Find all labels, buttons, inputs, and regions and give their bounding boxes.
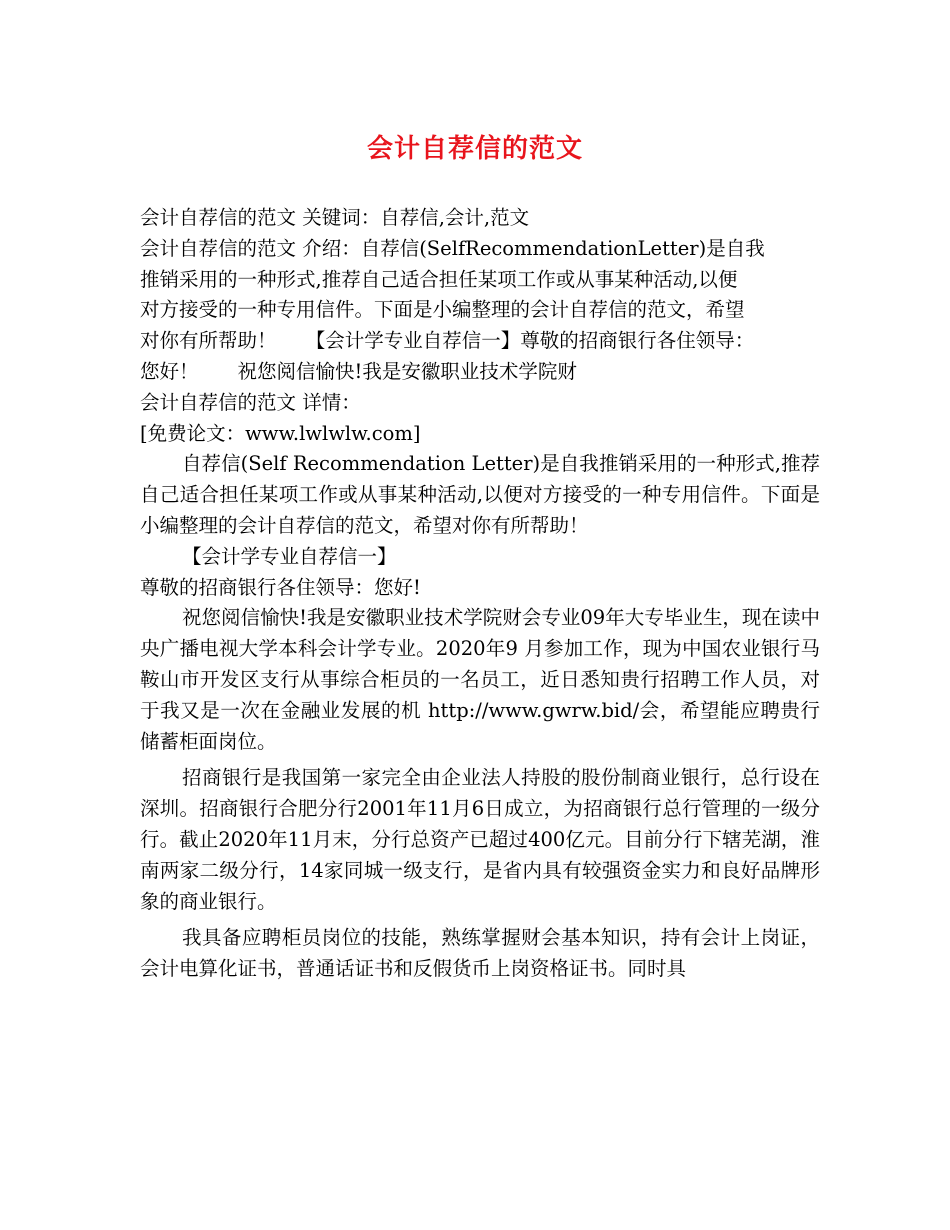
letter-heading: 【会计学专业自荐信一】 [182,544,397,568]
intro-line-1: 会计自荐信的范文 介绍：自荐信(SelfRecommendationLetter)是自我 [140,236,765,260]
document-title: 会计自荐信的范文 [366,134,583,164]
paragraph-background: 祝您阅信愉快!我是安徽职业技术学院财会专业09年大专毕业生，现在读中央广播电视大学本科会计学专业。2020年9 月参加工作，现为中国农业银行马鞍山市开发区支行从事综合柜员的一名员工，近日悉知贵行招聘工作人员，对于我又是一次在金融业发展的机 http://www.gwrw.bid/会，希望能应聘贵行储蓄柜面岗位。 [140,606,820,753]
paragraph-intro: 自荐信(Self Recommendation Letter)是自我推销采用的一种形式,推荐自己适合担任某项工作或从事某种活动,以便对方接受的一种专用信件。下面是小编整理的会计自荐信的范文，希望对你有所帮助！ [140,452,820,537]
intro-line-4: 对你有所帮助！ 【会计学专业自荐信一】尊敬的招商银行各住领导： [140,329,755,353]
details-line: 会计自荐信的范文 详情： [140,390,361,414]
paragraph-bank-profile: 招商银行是我国第一家完全由企业法人持股的股份制商业银行，总行设在深圳。招商银行合肥分行2001年11月6日成立，为招商银行总行管理的一级分行。截止2020年11月末，分行总资产已超过400亿元。目前分行下辖芜湖，淮南两家二级分行，14家同城一级支行，是省内具有较强资金实力和良好品牌形象的商业银行。 [140,766,820,913]
intro-line-5: 您好！ 祝您阅信愉快!我是安徽职业技术学院财 [140,359,577,383]
intro-line-2: 推销采用的一种形式,推荐自己适合担任某项工作或从事某种活动,以便 [140,267,738,291]
keywords-line: 会计自荐信的范文 关键词：自荐信,会计,范文 [140,206,530,229]
document-body [140,203,820,985]
source-line: [免费论文：www.lwlwlw.com] [140,421,421,445]
intro-line-3: 对方接受的一种专用信件。下面是小编整理的会计自荐信的范文，希望 [140,298,745,322]
paragraph-skills: 我具备应聘柜员岗位的技能，熟练掌握财会基本知识，持有会计上岗证，会计电算化证书，普通话证书和反假货币上岗资格证书。同时具 [140,926,820,981]
document-meta [140,203,820,449]
letter-salutation: 尊敬的招商银行各住领导：您好! [140,575,421,599]
